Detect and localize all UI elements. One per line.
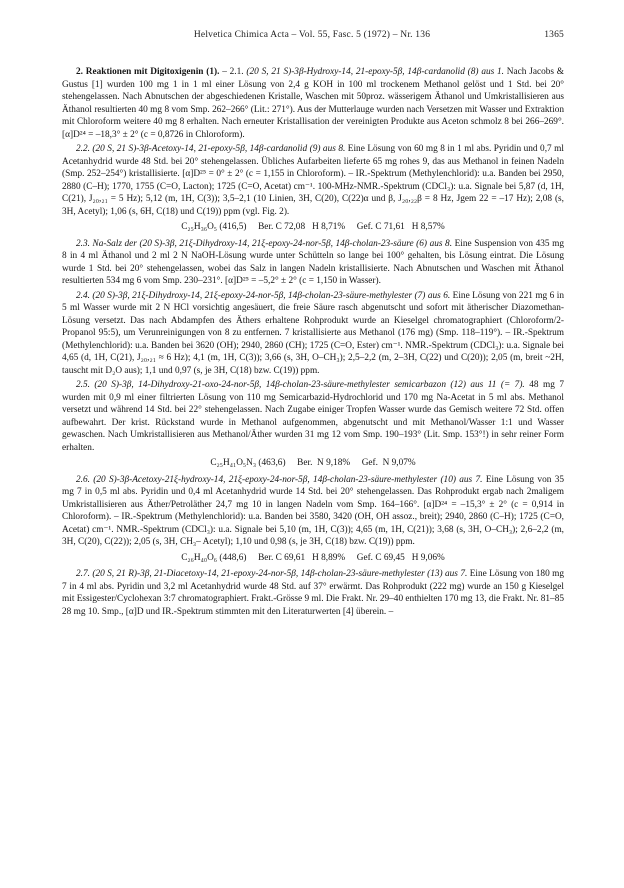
compound-title-2-3: 2.3. Na-Salz der (20 S)-3β, 21ξ-Dihydroxy-14, 21ξ-epoxy-24-nor-5β, 14β-cholan-23-säure (6) aus 8. — [76, 238, 455, 249]
section-title: Reaktionen mit Digitoxigenin (1). — [85, 67, 223, 77]
paragraph-2-2 — [62, 143, 564, 218]
paragraph-text-2-4: Eine Lösung von 221 mg 6 in 5 ml Wasser wurde mit 2 N HCl vorsichtig angesäuert, die freie Säure rasch abgenutscht und sofort mit ätherischer Diazomethan-Lösung versetzt. Das nach Abdampfen des Äthers erhaltene Rohprodukt wurde an Kieselgel chromatographiert (Chloroform/2-Propanol 95:5), um Verunreinigungen von 8 zu entfernen. 7 kristallisierte aus Methanol (176 mg) (Smp. 118–119°). – IR.-Spektrum (Methylenchlorid): u.a. Banden bei 3620 (OH); 2940, 2860 (CH); 1725 (C=O, Ester) cm⁻¹. NMR.-Spektrum (CDCl₃): u.a. Signale bei 4,65 (d, 1H, C(21), J₂₀,₂₁ ≈ 6 Hz); 4,1 (m, 1H, C(3)); 3,66 (s, 3H, O–CH₃); 2,5–2,2 (m, 2–3H, C(22) und C(20)); 2,05 (m, breit ~2H, tauscht mit D₂O aus); 1,1 und 0,97 (s, je 3H, C(18) bzw. C(19)) ppm. — [62, 290, 564, 376]
paragraph-text-2-2: Eine Lösung von 60 mg 8 in 1 ml abs. Pyridin und 0,7 ml Acetanhydrid wurde 48 Std. bei 20° stehengelassen. Übliches Aufarbeiten lieferte 65 mg rohes 9, das aus Methanol in feinen Nadeln (Smp. 252–254°) kristallisierte. [α]D²⁵ = 0° ± 2° (c = 1,155 in Chloroform). – IR.-Spektrum (Methylenchlorid): u.a. Banden bei 2950, 2880 (C–H); 1770, 1755 (C=O, Lacton); 1725 (C=O, Acetat) cm⁻¹. 100-MHz-NMR.-Spektrum (CDCl₃): u.a. Signale bei 5,87 (d, 1H, C(21), J₂₀,₂₁ = 5 Hz); 5,12 (m, 1H, C(3)); 3,5–2,1 (10 Linien, 3H, C(20), C(22)α und β, J₂₀,₂₂β = 8 Hz, Jgem 22 = –17 Hz); 2,08 (s, 3H, Acetyl); 1,06 (s, 6H, C(18) und C(19)) ppm (vgl. Fig. 2). — [62, 144, 564, 217]
compound-title-2-2: 2.2. (20 S, 21 S)-3β-Acetoxy-14, 21-epoxy-5β, 14β-cardanolid (9) aus 8. — [76, 144, 348, 154]
elemental-analysis-2-6: C₂₆H₄₀O₆ (448,6) Ber. C 69,61 H 8,89% Gef. C 69,45 H 9,06% — [181, 552, 445, 563]
paragraph-text-2-1: Nach Jacobs & Gustus [1] wurden 100 mg 1 in 1 ml einer Lösung von 2,4 g KOH in 100 ml trockenem Methanol gelöst und 1 Std. bei 20° stehengelassen. Nach Abnutschen der abgeschiedenen Kristalle, Waschen mit 50proz. wässerigem Äthanol und Umkristallisieren aus Äthanol resultierten 40 mg 8 vom Smp. 262–266° (Lit.: 271°). Aus der Mutterlauge wurden nach Versetzen mit Wasser und Extraktion mit Chloroform weitere 40 mg 8 erhalten. Nach erneuter Kristallisation der vereinigten Produkte aus Aceton schmolz 8 bei 266–269°. [α]D²⁴ = –18,3° ± 2° (c = 0,8726 in Chloroform). — [62, 67, 565, 140]
paragraph-text-2-7: Eine Lösung von 180 mg 7 in 4 ml abs. Pyridin und 3,2 ml Acetanhydrid wurde 48 Std. auf 37° erwärmt. Das Rohprodukt (222 mg) wurde an 150 g Kieselgel mit Essigester/Cyclohexan 3:7 chromatographiert. Frakt.-Grösse 9 ml. Die Frakt. Nr. 29–40 enthielten 170 mg 13, die Frakt. Nr. 81–85 28 mg 10. Smp., [α]D und IR.-Spektrum stimmten mit den Literaturwerten [4] überein. – — [62, 569, 564, 617]
paragraph-text-2-6: Eine Lösung von 35 mg 7 in 0,5 ml abs. Pyridin und 0,4 ml Acetanhydrid wurde 14 Std. bei 20° stehengelassen. Das Rohprodukt ergab nach 2maligem Umkristallisieren aus Äther/Petroläther 24,7 mg 10 in langen Nadeln vom Smp. 164–166°. [α]D²⁴ = –15,3° ± 2° (c = 0,914 in Chloroform). – IR.-Spektrum (Methylenchlorid): u.a. Banden bei 3580, 3420 (OH, OH assoz., breit); 2940, 2860 (C–H); 1725 (C=O, Acetat) cm⁻¹. NMR.-Spektrum (CDCl₃): u.a. Signale bei 5,10 (m, 1H, C(3)); 4,65 (m, 1H, C(21)); 3,68 (s, 3H, O–CH₃); 2,6–2,2 (m, 3H, C(20), C(22)); 2,05 (s, 3H, CH₃– Acetyl); 1,10 und 0,98 (s, je 3H, C(18) bzw. C(19)) ppm. — [62, 474, 564, 547]
subsection-number: – 2.1. — [222, 67, 247, 77]
paragraph-2-7 — [62, 568, 564, 618]
section-number: 2. — [76, 67, 86, 77]
compound-title-2-1: (20 S, 21 S)-3β-Hydroxy-14, 21-epoxy-5β, 14β-cardanolid (8) aus 1. — [246, 67, 507, 77]
article-body — [62, 66, 564, 620]
compound-title-2-7: 2.7. (20 S, 21 R)-3β, 21-Diacetoxy-14, 21-epoxy-24-nor-5β, 14β-cholan-23-säure-methylester (13) aus 7. — [76, 569, 470, 579]
page-number: 1365 — [544, 30, 564, 40]
section-paragraph-2-1 — [62, 66, 564, 141]
paragraph-2-6 — [62, 474, 564, 549]
journal-header: Helvetica Chimica Acta – Vol. 55, Fasc. 5 (1972) – Nr. 136 — [193, 30, 431, 40]
elemental-analysis-2-5: C₂₅H₄₁O₅N₃ (463,6) Ber. N 9,18% Gef. N 9,07% — [210, 458, 416, 468]
compound-title-2-4: 2.4. (20 S)-3β, 21ξ-Dihydroxy-14, 21ξ-epoxy-24-nor-5β, 14β-cholan-23-säure-methylester (7) aus 6. — [76, 290, 453, 301]
paragraph-2-4 — [62, 290, 564, 378]
elemental-analysis-2-2: C₂₅H₃₆O₅ (416,5) Ber. C 72,08 H 8,71% Gef. C 71,61 H 8,57% — [181, 222, 445, 232]
paragraph-2-5 — [62, 379, 564, 454]
compound-title-2-6: 2.6. (20 S)-3β-Acetoxy-21ξ-hydroxy-14, 21ξ-epoxy-24-nor-5β, 14β-cholan-23-säure-methylester (10) aus 7. — [76, 474, 486, 485]
paragraph-text-2-5: 48 mg 7 wurden mit 0,9 ml einer filtrierten Lösung von 110 mg Semicarbazid-Hydrochlorid und 170 mg Na-Acetat in 5 ml abs. Methanol versetzt und während 14 Std. bei 22° stehengelassen. Nach Zugabe einiger Tropfen Wasser wurde das Gemisch weitere 72 Std. offen aufbewahrt. Der krist. Rückstand wurde in Methanol aufgenommen, abgenutscht und mit Methanol/Wasser 1:1 und Wasser gewaschen. Nach Umkristallisieren aus Methanol/Äther wurden 31 mg 12 vom Smp. 190–193° (Lit. Smp. 153°!) in sehr reiner Form erhalten. — [62, 380, 564, 453]
running-head — [0, 30, 624, 44]
paragraph-2-3 — [62, 238, 564, 288]
paragraph-text-2-3: Eine Suspension von 435 mg 8 in 4 ml Äthanol und 2 ml 2 N NaOH-Lösung wurde unter Schütteln so lange bei 100° gehalten, bis Lösung eintrat. Die Lösung wurde 1 Std. bei 20° stehengelassen, wobei das Salz in langen Nadeln kristallisierte. Nach Abnutschen und Waschen mit Äthanol resultierten 534 mg 6 vom Smp. 230–231°. [α]D²⁵ = –5,2° ± 2° (c = 1,150 in Wasser). — [62, 238, 564, 286]
compound-title-2-5: 2.5. (20 S)-3β, 14-Dihydroxy-21-oxo-24-nor-5β, 14β-cholan-23-säure-methylester semicarbazon (12) aus 11 (= 7). — [76, 380, 530, 390]
